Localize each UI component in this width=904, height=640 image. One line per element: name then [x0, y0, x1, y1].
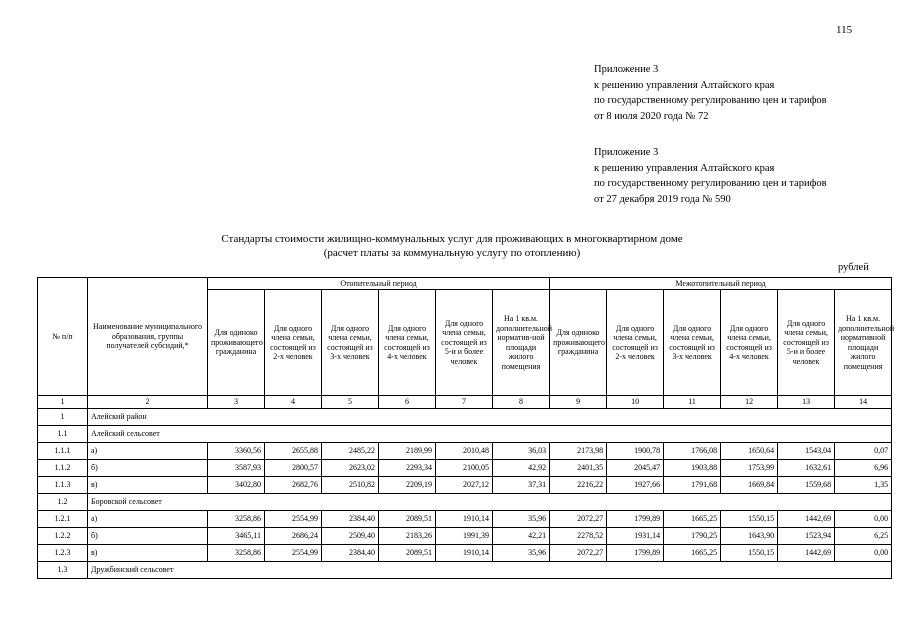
cost-value: 2800,57: [265, 460, 322, 477]
group-name: б): [88, 528, 208, 545]
cost-value: 0,00: [835, 511, 892, 528]
column-number: 11: [664, 396, 721, 409]
cost-value: 3360,56: [208, 443, 265, 460]
cost-value: 0,07: [835, 443, 892, 460]
page-number: 115: [836, 24, 853, 36]
header-interheating-col: Для одиноко проживающего гражданина: [550, 290, 607, 396]
header-heating-col: Для одного члена семьи, состоящей из 4-х человек: [379, 290, 436, 396]
subtitle-line: (расчет платы за коммунальную услугу по отоплению): [323, 247, 581, 259]
cost-value: 1799,89: [607, 545, 664, 562]
section-name: Алейский район: [88, 409, 892, 426]
section-name: Дружбинский сельсовет: [88, 562, 892, 579]
row-number: 1: [38, 409, 88, 426]
cost-value: 2509,40: [322, 528, 379, 545]
cost-value: 1442,69: [778, 545, 835, 562]
table-row: [38, 477, 892, 494]
cost-value: 2072,27: [550, 545, 607, 562]
currency-unit: рублей: [838, 262, 869, 273]
cost-value: 2623,02: [322, 460, 379, 477]
cost-value: 2293,34: [379, 460, 436, 477]
header-number: № п/п: [38, 278, 88, 396]
column-number-row: [38, 396, 892, 409]
header-heating-period: Отопительный период: [208, 278, 550, 290]
group-name: в): [88, 477, 208, 494]
column-number: 13: [778, 396, 835, 409]
appendix-line: по государственному регулированию цен и тарифов: [594, 178, 827, 189]
row-number: 1.2: [38, 494, 88, 511]
appendix-line: от 8 июля 2020 года № 72: [594, 110, 709, 122]
table-row: [38, 460, 892, 477]
row-number: 1.1.2: [38, 460, 88, 477]
cost-value: 1927,66: [607, 477, 664, 494]
cost-value: 2027,12: [436, 477, 493, 494]
table-row: [38, 426, 892, 443]
row-number: 1.3: [38, 562, 88, 579]
row-number: 1.1.3: [38, 477, 88, 494]
cost-value: 2682,76: [265, 477, 322, 494]
cost-value: 2189,99: [379, 443, 436, 460]
cost-value: 2278,52: [550, 528, 607, 545]
section-name: Боровской сельсовет: [88, 494, 892, 511]
cost-value: 2485,22: [322, 443, 379, 460]
cost-value: 2089,51: [379, 545, 436, 562]
cost-value: 35,96: [493, 545, 550, 562]
cost-value: 2010,48: [436, 443, 493, 460]
group-name: а): [88, 443, 208, 460]
row-number: 1.1.1: [38, 443, 88, 460]
table-body: [38, 409, 892, 579]
column-number: 3: [208, 396, 265, 409]
group-name: б): [88, 460, 208, 477]
cost-value: 1931,14: [607, 528, 664, 545]
cost-value: 3258,86: [208, 545, 265, 562]
header-interheating-col: На 1 кв.м. дополнительной нормативной площади жилого помещения: [835, 290, 892, 396]
header-interheating-period: Межотопительный период: [550, 278, 892, 290]
cost-value: 1543,04: [778, 443, 835, 460]
column-number: 14: [835, 396, 892, 409]
appendix-line: Приложение 3: [594, 147, 659, 158]
header-heating-col: Для одиноко проживающего гражданина: [208, 290, 265, 396]
header-heating-col: На 1 кв.м. дополнительной норматив-ной площади жилого помещения: [493, 290, 550, 396]
cost-value: 2510,82: [322, 477, 379, 494]
column-number: 4: [265, 396, 322, 409]
table-row: [38, 562, 892, 579]
cost-value: 37,31: [493, 477, 550, 494]
header-heating-col: Для одного члена семьи, состоящей из 2-х человек: [265, 290, 322, 396]
appendix-line: по государственному регулированию цен и тарифов: [594, 95, 827, 106]
cost-value: 1665,25: [664, 545, 721, 562]
cost-value: 2401,35: [550, 460, 607, 477]
cost-value: 2554,99: [265, 545, 322, 562]
column-number: 2: [88, 396, 208, 409]
cost-value: 0,00: [835, 545, 892, 562]
column-number: 6: [379, 396, 436, 409]
cost-value: 2089,51: [379, 511, 436, 528]
cost-value: 1632,61: [778, 460, 835, 477]
cost-value: 1665,25: [664, 511, 721, 528]
cost-value: 2384,40: [322, 545, 379, 562]
appendix-line: Приложение 3: [594, 64, 659, 75]
section-name: Алейский сельсовет: [88, 426, 892, 443]
header-interheating-col: Для одного члена семьи, состоящей из 2-х человек: [607, 290, 664, 396]
cost-value: 1903,88: [664, 460, 721, 477]
row-number: 1.2.3: [38, 545, 88, 562]
cost-value: 3587,93: [208, 460, 265, 477]
table-row: [38, 494, 892, 511]
cost-value: 1559,68: [778, 477, 835, 494]
cost-value: 1790,25: [664, 528, 721, 545]
cost-value: 1523,94: [778, 528, 835, 545]
row-number: 1.2.1: [38, 511, 88, 528]
cost-value: 2072,27: [550, 511, 607, 528]
cost-value: 2173,98: [550, 443, 607, 460]
cost-value: 3465,11: [208, 528, 265, 545]
cost-value: 1442,69: [778, 511, 835, 528]
cost-value: 2183,26: [379, 528, 436, 545]
header-name: Наименование муниципального образования, группы получателей субсидий,*: [88, 278, 208, 396]
cost-value: 2100,05: [436, 460, 493, 477]
cost-value: 6,25: [835, 528, 892, 545]
column-number: 5: [322, 396, 379, 409]
column-number: 9: [550, 396, 607, 409]
cost-value: 3258,86: [208, 511, 265, 528]
group-name: а): [88, 511, 208, 528]
cost-value: 1753,99: [721, 460, 778, 477]
cost-value: 3402,80: [208, 477, 265, 494]
cost-value: 2686,24: [265, 528, 322, 545]
cost-value: 1900,78: [607, 443, 664, 460]
cost-value: 1643,90: [721, 528, 778, 545]
standards-table: [37, 277, 895, 579]
title-line: Стандарты стоимости жилищно-коммунальных услуг для проживающих в многоквартирном доме: [221, 233, 683, 245]
cost-value: 1791,68: [664, 477, 721, 494]
cost-value: 1799,89: [607, 511, 664, 528]
appendix-line: от 27 декабря 2019 года № 590: [594, 193, 731, 205]
cost-value: 35,96: [493, 511, 550, 528]
cost-value: 1550,15: [721, 511, 778, 528]
column-number: 8: [493, 396, 550, 409]
appendix-note-previous: [594, 145, 827, 207]
cost-value: 1910,14: [436, 545, 493, 562]
cost-value: 36,03: [493, 443, 550, 460]
header-heating-col: Для одного члена семьи, состоящей из 5-и и более человек: [436, 290, 493, 396]
cost-value: 1650,64: [721, 443, 778, 460]
cost-value: 2655,88: [265, 443, 322, 460]
cost-value: 1,35: [835, 477, 892, 494]
cost-value: 1550,15: [721, 545, 778, 562]
table-row: [38, 443, 892, 460]
header-interheating-col: Для одного члена семьи, состоящей из 4-х человек: [721, 290, 778, 396]
table-row: [38, 409, 892, 426]
cost-value: 1910,14: [436, 511, 493, 528]
column-number: 1: [38, 396, 88, 409]
header-heating-col: Для одного члена семьи, состоящей из 3-х человек: [322, 290, 379, 396]
appendix-line: к решению управления Алтайского края: [594, 79, 775, 91]
row-number: 1.1: [38, 426, 88, 443]
table-row: [38, 545, 892, 562]
cost-value: 2216,22: [550, 477, 607, 494]
document-title: [0, 232, 904, 260]
column-number: 7: [436, 396, 493, 409]
column-number: 12: [721, 396, 778, 409]
cost-value: 1766,08: [664, 443, 721, 460]
table-row: [38, 511, 892, 528]
column-number: 10: [607, 396, 664, 409]
cost-value: 42,92: [493, 460, 550, 477]
table-row: [38, 528, 892, 545]
row-number: 1.2.2: [38, 528, 88, 545]
cost-value: 2209,19: [379, 477, 436, 494]
header-interheating-col: Для одного члена семьи, состоящей из 5-и и более человек: [778, 290, 835, 396]
cost-value: 2384,40: [322, 511, 379, 528]
header-interheating-col: Для одного члена семьи, состоящей из 3-х человек: [664, 290, 721, 396]
appendix-note-current: [594, 62, 827, 124]
cost-value: 2045,47: [607, 460, 664, 477]
cost-value: 42,21: [493, 528, 550, 545]
cost-value: 2554,99: [265, 511, 322, 528]
cost-value: 1991,39: [436, 528, 493, 545]
group-name: в): [88, 545, 208, 562]
appendix-line: к решению управления Алтайского края: [594, 162, 775, 174]
cost-value: 1669,84: [721, 477, 778, 494]
cost-value: 6,96: [835, 460, 892, 477]
